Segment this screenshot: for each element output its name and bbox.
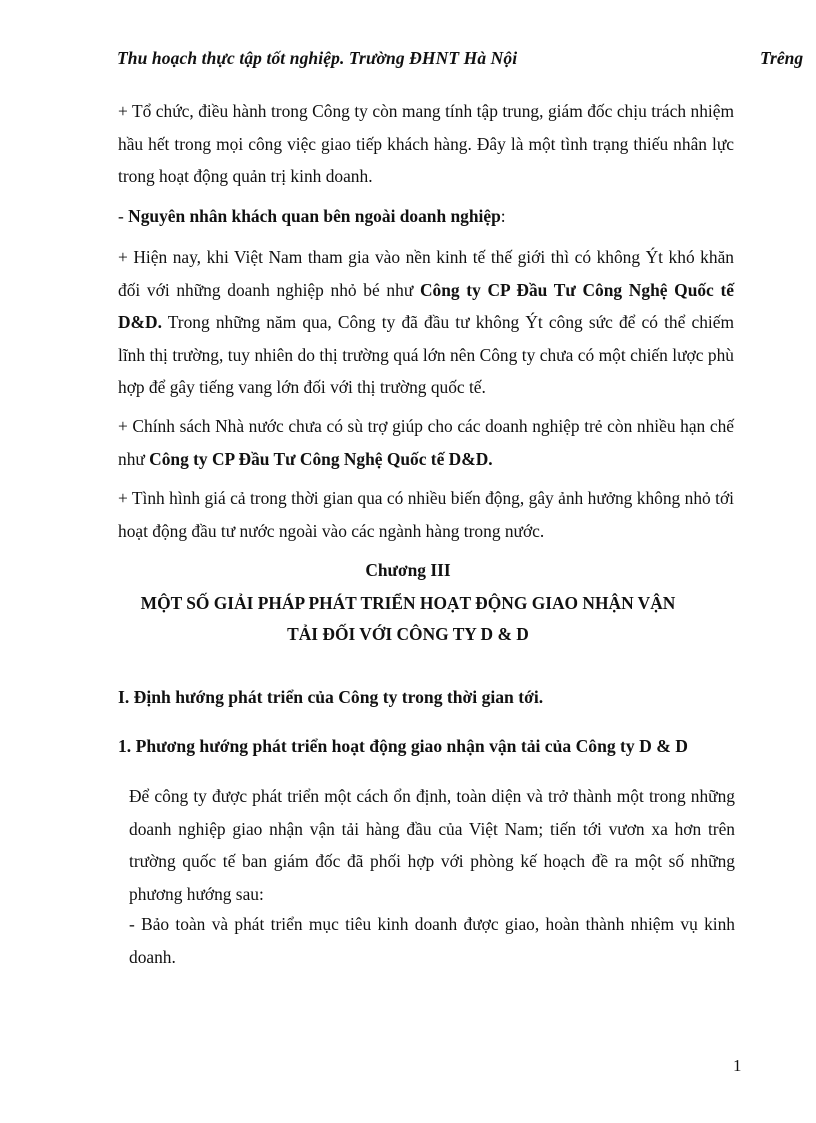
paragraph-external-causes-heading — [118, 200, 734, 233]
paragraph-company-goals: Để công ty được phát triển một cách ổn định, toàn diện và trở thành một trong những doanh nghiệp giao nhận vận tải hàng đầu của Việt Nam; tiến tới vươn xa hơn trên trường quốc tế ban giám đốc đã phối hợp với phòng kế hoạch đề ra một số những phương hướng sau: — [129, 786, 735, 904]
page-number: 1 — [733, 1056, 742, 1075]
text-fragment: + Hiện nay, khi Việt Nam tham gia vào nền kinh tế thế giới thì có không Ýt khó khăn đối với những doanh nghiệp nhỏ bé như — [118, 247, 734, 300]
running-header-title: Thu hoạch thực tập tốt nghiệp. Trường ĐHNT Hà Nội — [117, 48, 518, 68]
text-fragment: Trong những năm qua, Công ty đã đầu tư không Ýt công sức để có thể chiếm lĩnh thị trường, tuy nhiên do thị trường quá lớn nên Công ty chưa có một chiến lược phù hợp để gây tiếng vang lớn đối với thị trường quốc tế. — [118, 312, 734, 398]
section-heading-orientation: I. Định hướng phát triển của Công ty trong thời gian tới. — [118, 687, 544, 707]
external-causes-title: Nguyên nhân khách quan bên ngoài doanh nghiệp — [128, 206, 501, 226]
colon-suffix: : — [500, 206, 506, 226]
paragraph-price-fluctuation: + Tình hình giá cả trong thời gian qua có nhiều biến động, gây ảnh hưởng không nhỏ tới hoạt động đầu tư nước ngoài vào các ngành hàng trong nước. — [118, 488, 734, 541]
paragraph-vietnam-integration — [118, 241, 734, 404]
chapter-title-line-2: TẢI ĐỐI VỚI CÔNG TY D & D — [287, 624, 529, 644]
company-name: Công ty CP Đầu Tư Công Nghệ Quốc tế D&D. — [149, 448, 493, 469]
paragraph-state-policy — [118, 410, 734, 475]
company-name: Công ty CP Đầu Tư Công Nghệ Quốc tế D&D. — [118, 279, 734, 333]
text-fragment: + Chính sách Nhà nước chưa có sù trợ giúp cho các doanh nghiệp trẻ còn nhiều hạn chế như — [118, 416, 734, 469]
chapter-label: Chương III — [365, 560, 451, 580]
paragraph-internal-organization: + Tổ chức, điều hành trong Công ty còn mang tính tập trung, giám đốc chịu trách nhiệm hầu hết trong mọi công việc giao tiếp khách hàng. Đây là một tình trạng thiếu nhân lực trong hoạt động quản trị kinh doanh. — [118, 101, 734, 187]
chapter-title-line-1: MỘT SỐ GIẢI PHÁP PHÁT TRIỂN HOẠT ĐỘNG GIAO NHẬN VẬN — [140, 593, 676, 613]
dash-prefix: - — [118, 206, 129, 226]
subsection-heading-direction: 1. Phương hướng phát triển hoạt động giao nhận vận tải của Công ty D & D — [118, 736, 688, 756]
paragraph-preserve-develop: - Bảo toàn và phát triển mục tiêu kinh doanh được giao, hoàn thành nhiệm vụ kinh doanh. — [129, 914, 735, 967]
running-header-right: Trêng — [760, 48, 804, 68]
